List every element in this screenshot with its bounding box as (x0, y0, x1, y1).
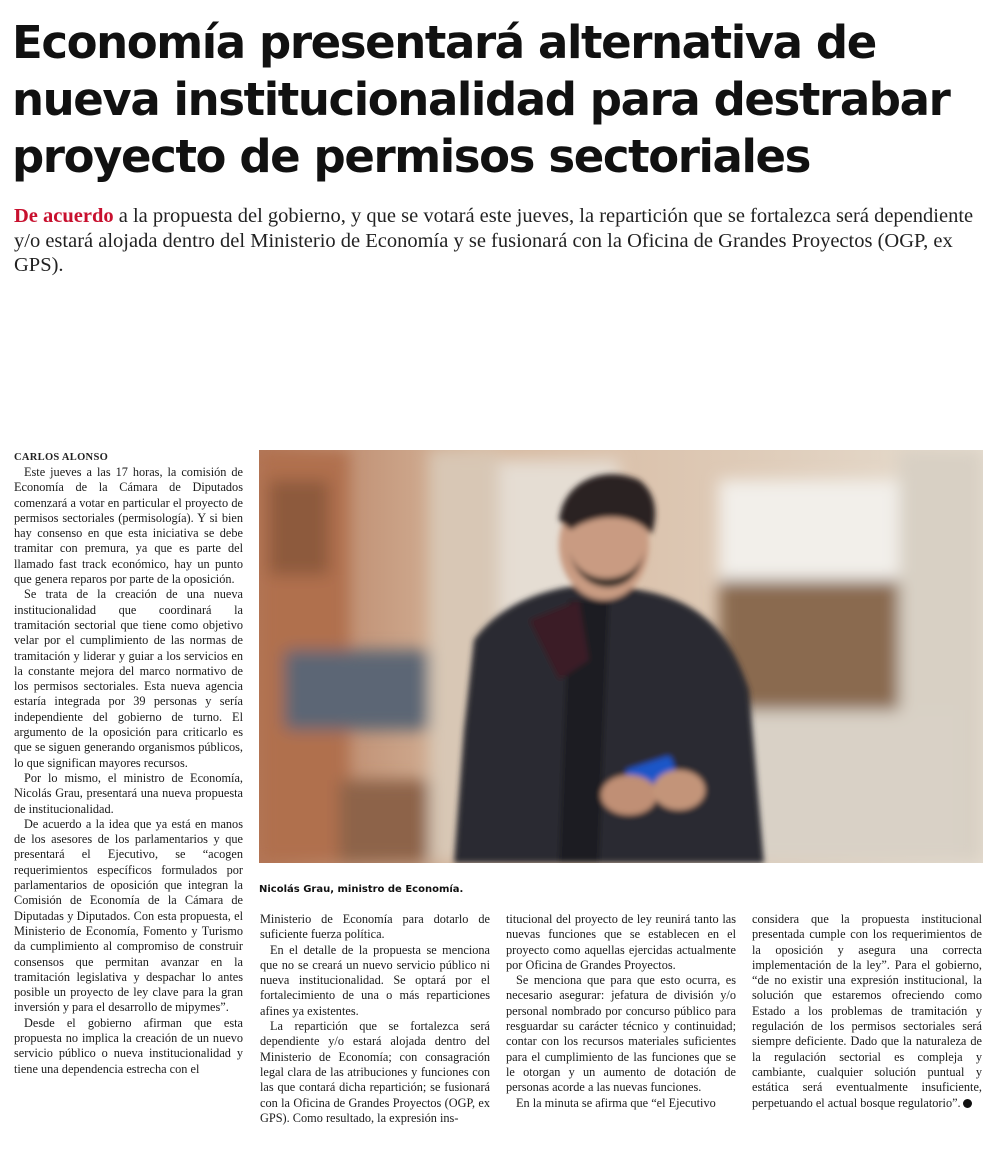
body-paragraph: Se menciona que para que esto ocurra, es necesario asegurar: jefatura de división y/o personal nombrado por concurso público para resguardar su carácter técnico y continuidad; contar con los recursos materiales suficientes para el cumplimiento de las funciones que se le otorgan y un aumento de dotación de personas acorde a las nuevas funciones. (506, 973, 736, 1095)
body-paragraph: En la minuta se afirma que “el Ejecutivo (516, 1095, 716, 1110)
body-paragraph: De acuerdo a la idea que ya está en manos de los asesores de los parlamentarios y que presentará el Ejecutivo, se “acogen requerimientos específicos formulados por parlamentarios de oposición que integran la Comisión de Economía de la Cámara de Diputadas y Diputados. Con esta propuesta, el Ministerio de Economía, Fomento y Turismo da cumplimiento al compromiso de construir consensos que permitan avanzar en la tramitación legislativa y despachar lo antes posible un proyecto de ley clave para la gran inversión y para el desarrollo de mipymes”. (14, 816, 243, 1015)
body-paragraph: Ministerio de Economía para dotarlo de suficiente fuerza política. (260, 912, 490, 942)
article-photo (259, 450, 983, 863)
photo-illustration (259, 450, 983, 863)
end-of-article-icon (963, 1099, 972, 1108)
body-paragraph: Por lo mismo, el ministro de Economía, Nicolás Grau, presentará una nueva propuesta de institucionalidad. (14, 770, 243, 816)
column-4 (752, 912, 982, 1111)
lead-text: a la propuesta del gobierno, y que se votará este jueves, la repartición que se fortalezca será dependiente y/o estará alojada dentro del Ministerio de Economía y se fusionará con la Oficina de Grandes Proyectos (OGP, ex GPS). (14, 205, 974, 276)
body-paragraph: La repartición que se fortalezca será dependiente y/o estará alojada dentro del Ministerio de Economía; con consagración legal clara de las atribuciones y funciones con las que contará dicha repartición; se fusionará con la Oficina de Grandes Proyectos (OGP, ex GPS). Como resultado, la expresión ins- (260, 1019, 490, 1125)
column-2 (260, 912, 490, 1126)
body-paragraph: Se trata de la creación de una nueva institucionalidad que coordinará la tramitación sectorial que tiene como objetivo velar por el cumplimiento de las normas de tramitación y liderar y guiar a los servicios en la constante mejora del marco normativo de los permisos sectoriales. Esta nueva agencia estaría integrada por 39 personas y sería independiente del gobierno de turno. El argumento de la oposición para criticarlo es que se siguen generando organismos públicos, lo que significan mayores recursos. (14, 587, 243, 770)
column-1 (14, 465, 243, 1077)
body-paragraph: Desde el gobierno afirman que esta propuesta no implica la creación de un nuevo servicio público o nueva institucionalidad y tiene una dependencia estrecha con el (14, 1015, 243, 1076)
photo-caption: Nicolás Grau, ministro de Economía. (259, 884, 464, 895)
closing-text: considera que la propuesta institucional presentada cumple con los requerimientos de la oposición y asegura una correcta implementación de la ley”. Para el gobierno, “de no existir una expresión institucional, la solución que estaremos ofreciendo como Estado a los problemas de tramitación y regulación de los permisos sectoriales será siempre deficiente. Dado que la naturaleza de la regulación sectorial es compleja y cambiante, cualquier solución puntual y estática será eventualmente insuficiente, perpetuando el actual bosque regulatorio”. (752, 912, 982, 1110)
lead-paragraph (14, 204, 974, 278)
byline: CARLOS ALONSO (14, 452, 109, 463)
headline: Economía presentará alternativa de nueva institucionalidad para destrabar proyecto de permisos sectoriales (12, 16, 950, 183)
column-3 (506, 912, 736, 1111)
body-paragraph: Este jueves a las 17 horas, la comisión de Economía de la Cámara de Diputados comenzará a votar en particular el proyecto de permisos sectoriales (permisología). Y si bien hay consenso en que esta iniciativa se debe tramitar con premura, ya que es parte del llamado fast track económico, hay un punto que genera reparos por parte de la oposición. (14, 465, 243, 587)
body-paragraph: En el detalle de la propuesta se menciona que no se creará un nuevo servicio público ni nueva institucionalidad. Se optará por el fortalecimiento de una o más reparticiones afines ya existentes. (260, 942, 490, 1018)
body-paragraph (752, 912, 982, 1111)
body-paragraph: titucional del proyecto de ley reunirá tanto las nuevas funciones que se establecen en el proyecto como aquellas ejercidas actualmente por Oficina de Grandes Proyectos. (506, 912, 736, 972)
lead-kicker: De acuerdo (14, 205, 114, 227)
